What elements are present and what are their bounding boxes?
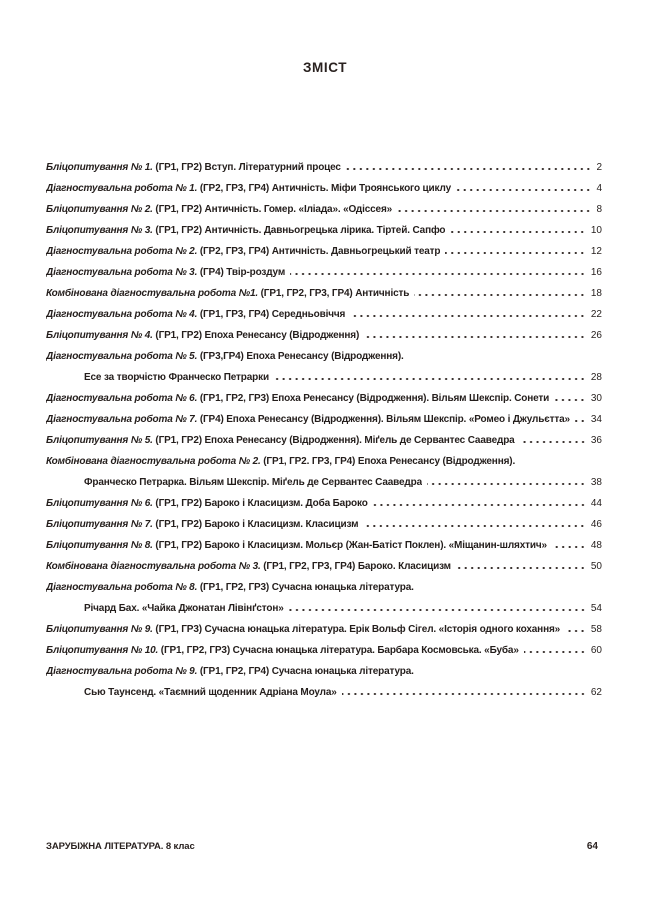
toc-entry <box>46 430 602 451</box>
toc-entry-label: Бліцопитування № 3. <box>46 225 153 236</box>
toc-entry-line <box>46 388 602 409</box>
toc-entry-description: (ГР1, ГР2, ГР3) Сучасна юнацька література. Барбара Космовська. «Буба» <box>158 645 519 656</box>
toc-entry-text <box>46 157 341 178</box>
toc-entry-description: (ГР1, ГР2. ГР3, ГР4) Епоха Ренесансу (Відродження). <box>260 456 516 467</box>
toc-entry-page-number: 12 <box>590 246 602 257</box>
toc-entry-line <box>46 241 602 262</box>
toc-entry-text <box>46 409 570 430</box>
toc-entry-page-number: 10 <box>590 225 602 236</box>
dot-leader <box>520 430 587 451</box>
dot-leader <box>524 640 587 661</box>
toc-entry-label: Діагностувальна робота № 1. <box>46 183 198 194</box>
toc-entry-label: Комбінована діагностувальна робота № 2. <box>46 456 261 467</box>
toc-entry-label: Діагностувальна робота № 5. <box>46 351 198 362</box>
toc-entry-label: Бліцопитування № 7. <box>46 519 153 530</box>
toc-entry-label: Бліцопитування № 10. <box>46 645 159 656</box>
toc-entry-text <box>46 619 560 640</box>
toc-entry-description: (ГР1, ГР2) Бароко і Класицизм. Класицизм <box>152 519 359 530</box>
toc-entry-description: (ГР1, ГР2, ГР3, ГР4) Бароко. Класицизм <box>260 561 451 572</box>
toc-entry-label: Діагностувальна робота № 6. <box>46 393 198 404</box>
toc-entry-text <box>46 304 345 325</box>
toc-entry-line <box>46 199 602 220</box>
toc-entry-label: Бліцопитування № 1. <box>46 162 153 173</box>
toc-entry-page-number: 18 <box>590 288 602 299</box>
toc-entry-line <box>46 283 602 304</box>
toc-entry-description: (ГР1, ГР2) Античність. Давньогрецька лірика. Тіртей. Сапфо <box>152 225 446 236</box>
toc-entry-line <box>46 535 602 556</box>
toc-entry-line <box>46 304 602 325</box>
toc-entry-line <box>46 556 602 577</box>
dot-leader <box>456 178 592 199</box>
toc-entry-line <box>46 577 602 598</box>
dot-leader <box>575 409 587 430</box>
toc-entry <box>46 241 602 262</box>
dot-leader <box>445 241 587 262</box>
toc-entry-description: (ГР1, ГР2) Бароко і Класицизм. Доба Бароко <box>152 498 368 509</box>
toc-entry-description: (ГР1, ГР2) Епоха Ренесансу (Відродження). Міґель де Сервантес Сааведра <box>152 435 515 446</box>
toc-entry-page-number: 26 <box>590 330 602 341</box>
dot-leader <box>450 220 586 241</box>
toc-entry-page-number: 44 <box>590 498 602 509</box>
toc-entry-description: (ГР1, ГР2) Бароко і Класицизм. Мольєр (Жан-Батіст Поклен). «Міщанин-шляхтич» <box>152 540 547 551</box>
toc-entry <box>46 220 602 241</box>
toc-entry <box>46 178 602 199</box>
toc-entry-line <box>46 661 602 682</box>
toc-entry-continuation-line <box>46 598 602 619</box>
toc-entry-description: (ГР1, ГР2) Вступ. Літературний процес <box>152 162 341 173</box>
toc-entry-description: (ГР3,ГР4) Епоха Ренесансу (Відродження). <box>197 351 404 362</box>
dot-leader <box>552 535 587 556</box>
toc-entry-page-number: 28 <box>590 372 602 383</box>
toc-entry-label: Діагностувальна робота № 8. <box>46 582 198 593</box>
toc-entry <box>46 346 602 388</box>
footer-page-number: 64 <box>586 841 598 852</box>
toc-entry-text <box>46 430 515 451</box>
dot-leader <box>346 157 593 178</box>
toc-entry-description: (ГР2, ГР3, ГР4) Античність. Давньогрецький театр <box>197 246 441 257</box>
toc-entry-text <box>46 262 285 283</box>
toc-entry-text <box>46 661 414 682</box>
toc-entry-continuation-text: Есе за творчістю Франческо Петрарки <box>84 372 269 383</box>
toc-entry-line <box>46 514 602 535</box>
toc-entry-text <box>46 220 445 241</box>
toc-entry <box>46 640 602 661</box>
toc-entry-description: (ГР1, ГР3, ГР4) Середньовіччя <box>197 309 346 320</box>
toc-entry-description: (ГР1, ГР2, ГР3, ГР4) Античність <box>258 288 410 299</box>
table-of-contents <box>46 157 602 703</box>
toc-entry-text <box>46 283 409 304</box>
toc-entry-page-number: 30 <box>590 393 602 404</box>
toc-entry-line <box>46 262 602 283</box>
toc-entry-page-number: 48 <box>590 540 602 551</box>
toc-entry-text <box>46 577 414 598</box>
toc-entry-line <box>46 430 602 451</box>
page-footer <box>46 841 598 852</box>
toc-entry-label: Діагностувальна робота № 9. <box>46 666 198 677</box>
toc-entry-text <box>46 178 451 199</box>
toc-entry <box>46 304 602 325</box>
toc-entry-text <box>46 325 359 346</box>
toc-entry-line <box>46 619 602 640</box>
toc-entry-text <box>46 388 549 409</box>
toc-entry <box>46 535 602 556</box>
page-title: ЗМІСТ <box>302 60 348 75</box>
toc-entry-continuation-text: Річард Бах. «Чайка Джонатан Лівінґстон» <box>84 603 284 614</box>
toc-entry-label: Бліцопитування № 9. <box>46 624 153 635</box>
toc-entry-line <box>46 640 602 661</box>
toc-entry-label: Бліцопитування № 6. <box>46 498 153 509</box>
toc-entry-page-number: 4 <box>596 183 602 194</box>
toc-entry <box>46 451 602 493</box>
dot-leader <box>554 388 587 409</box>
dot-leader <box>397 199 592 220</box>
dot-leader <box>274 367 587 388</box>
toc-entry-text <box>46 556 451 577</box>
dot-leader <box>427 472 587 493</box>
toc-entry-label: Бліцопитування № 8. <box>46 540 153 551</box>
toc-entry-page-number: 50 <box>590 561 602 572</box>
toc-entry-page-number: 38 <box>590 477 602 488</box>
toc-entry <box>46 409 602 430</box>
toc-entry-line <box>46 178 602 199</box>
toc-entry-line <box>46 409 602 430</box>
toc-entry <box>46 514 602 535</box>
toc-entry-page-number: 22 <box>590 309 602 320</box>
toc-entry-description: (ГР1, ГР3) Сучасна юнацька література. Ерік Вольф Сігел. «Історія одного кохання» <box>152 624 561 635</box>
toc-entry-description: (ГР1, ГР2) Античність. Гомер. «Іліада». «Одіссея» <box>152 204 393 215</box>
toc-entry-line <box>46 220 602 241</box>
toc-entry-line <box>46 157 602 178</box>
dot-leader <box>350 304 587 325</box>
toc-entry-label: Діагностувальна робота № 2. <box>46 246 198 257</box>
toc-entry <box>46 619 602 640</box>
toc-entry-line <box>46 346 602 367</box>
toc-entry-text <box>46 493 368 514</box>
toc-entry-page-number: 62 <box>590 687 602 698</box>
toc-entry-page-number: 54 <box>590 603 602 614</box>
toc-entry-text <box>46 199 392 220</box>
toc-entry <box>46 388 602 409</box>
toc-entry-continuation-text: Сью Таунсенд. «Таємний щоденник Адріана Моула» <box>84 687 337 698</box>
dot-leader <box>414 283 587 304</box>
toc-entry <box>46 493 602 514</box>
dot-leader <box>289 598 587 619</box>
toc-entry-continuation-line <box>46 472 602 493</box>
toc-entry-text <box>46 514 358 535</box>
toc-entry-page-number: 16 <box>590 267 602 278</box>
toc-entry-line <box>46 451 602 472</box>
toc-entry-description: (ГР1, ГР2, ГР4) Сучасна юнацька література. <box>197 666 414 677</box>
toc-entry-description: (ГР1, ГР2, ГР3) Сучасна юнацька література. <box>197 582 414 593</box>
toc-entry <box>46 262 602 283</box>
dot-leader <box>565 619 587 640</box>
toc-entry-label: Комбінована діагностувальна робота № 3. <box>46 561 261 572</box>
dot-leader <box>342 682 587 703</box>
toc-entry <box>46 556 602 577</box>
dot-leader <box>364 325 587 346</box>
toc-entry-description: (ГР1, ГР2, ГР3) Епоха Ренесансу (Відродження). Вільям Шекспір. Сонети <box>197 393 550 404</box>
toc-entry-description: (ГР2, ГР3, ГР4) Античність. Міфи Троянського циклу <box>197 183 451 194</box>
dot-leader <box>373 493 587 514</box>
toc-entry-page-number: 2 <box>596 162 602 173</box>
toc-entry <box>46 283 602 304</box>
toc-entry-line <box>46 325 602 346</box>
toc-entry-label: Бліцопитування № 5. <box>46 435 153 446</box>
toc-entry-page-number: 60 <box>590 645 602 656</box>
toc-entry <box>46 661 602 703</box>
toc-entry-text <box>46 535 547 556</box>
toc-entry-page-number: 46 <box>590 519 602 530</box>
dot-leader <box>363 514 587 535</box>
toc-entry <box>46 199 602 220</box>
toc-entry-description: (ГР4) Епоха Ренесансу (Відродження). Вільям Шекспір. «Ромео і Джульєтта» <box>197 414 570 425</box>
toc-entry-continuation-text: Франческо Петрарка. Вільям Шекспір. Міґель де Сервантес Сааведра <box>84 477 422 488</box>
dot-leader <box>456 556 587 577</box>
toc-entry-text <box>46 640 519 661</box>
toc-entry-page-number: 58 <box>590 624 602 635</box>
toc-entry-description: (ГР4) Твір-роздум <box>197 267 286 278</box>
toc-entry-label: Діагностувальна робота № 7. <box>46 414 198 425</box>
toc-entry-continuation-line <box>46 682 602 703</box>
toc-entry-text <box>46 451 515 472</box>
toc-entry-text <box>46 241 440 262</box>
toc-entry-label: Діагностувальна робота № 4. <box>46 309 198 320</box>
toc-entry <box>46 325 602 346</box>
toc-entry-text <box>46 346 404 367</box>
dot-leader <box>290 262 587 283</box>
toc-entry <box>46 157 602 178</box>
toc-entry-label: Діагностувальна робота № 3. <box>46 267 198 278</box>
toc-entry-label: Комбінована діагностувальна робота №1. <box>46 288 258 299</box>
toc-entry-continuation-line <box>46 367 602 388</box>
toc-entry-page-number: 36 <box>590 435 602 446</box>
toc-entry-line <box>46 493 602 514</box>
toc-entry-page-number: 8 <box>596 204 602 215</box>
toc-entry-description: (ГР1, ГР2) Епоха Ренесансу (Відродження) <box>152 330 360 341</box>
footer-book-title: ЗАРУБІЖНА ЛІТЕРАТУРА. 8 клас <box>46 841 195 852</box>
toc-entry-label: Бліцопитування № 4. <box>46 330 153 341</box>
toc-entry-label: Бліцопитування № 2. <box>46 204 153 215</box>
toc-entry-page-number: 34 <box>590 414 602 425</box>
toc-entry <box>46 577 602 619</box>
